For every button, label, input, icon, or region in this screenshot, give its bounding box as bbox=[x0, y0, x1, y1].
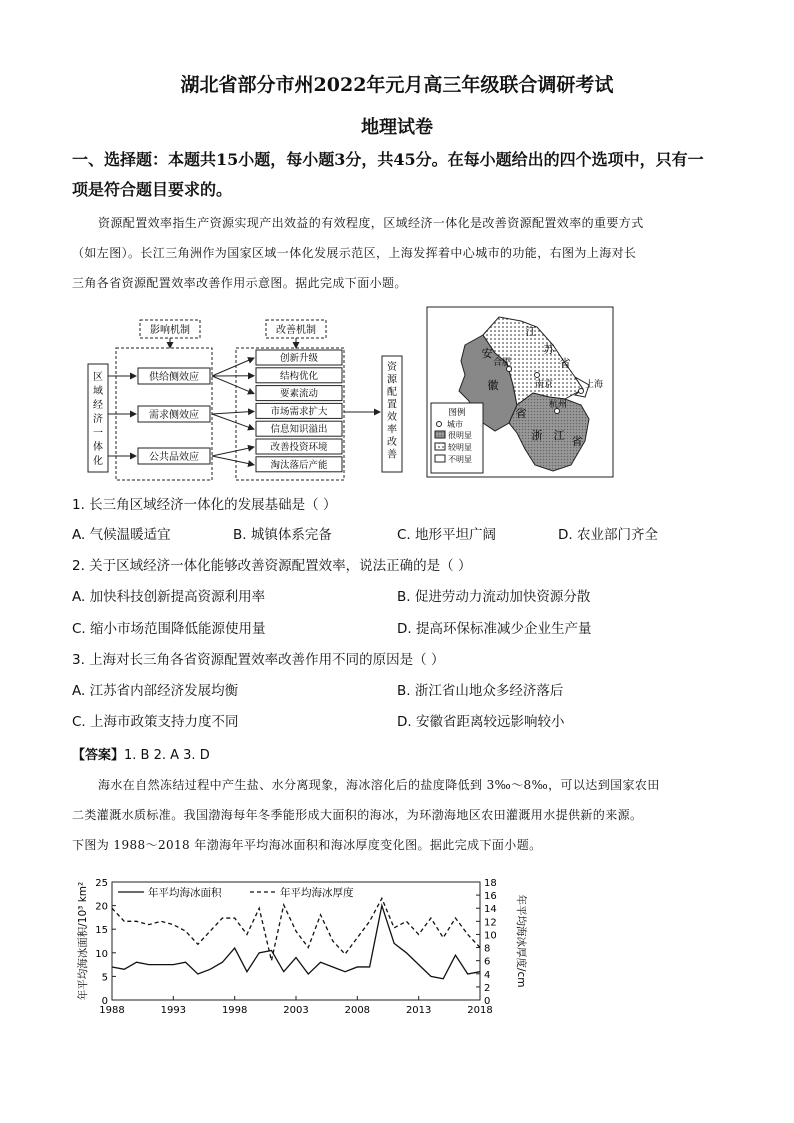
section-heading bbox=[72, 145, 732, 205]
x-tick-label: 2008 bbox=[344, 1005, 371, 1016]
province-char: 省 bbox=[559, 357, 571, 370]
city-label: 南京 bbox=[535, 380, 554, 390]
passage-1-line1: 资源配置效率指生产资源实现产出效益的有效程度，区域经济一体化是改善资源配置效率的重要方式 bbox=[98, 216, 644, 230]
passage-1 bbox=[72, 208, 724, 298]
answer-line bbox=[72, 744, 210, 763]
legend-fairly: 较明显 bbox=[448, 443, 472, 452]
left-label: 区域经济一体化 bbox=[93, 372, 103, 467]
province-char: 浙 bbox=[531, 429, 543, 442]
q3-option-a[interactable]: A. 江苏省内部经济发展均衡 bbox=[72, 683, 239, 699]
series-line-1 bbox=[112, 906, 480, 979]
mechanism-label: 信息知识溢出 bbox=[270, 424, 328, 436]
y-right-tick-label: 18 bbox=[484, 878, 497, 889]
mechanism-label: 市场需求扩大 bbox=[270, 406, 328, 418]
legend-label: 年平均海冰厚度 bbox=[280, 887, 354, 899]
q2-option-d[interactable]: D. 提高环保标准减少企业生产量 bbox=[397, 621, 592, 637]
y-right-label: 年平均海冰厚度/cm bbox=[515, 894, 527, 988]
province-char: 省 bbox=[515, 407, 527, 420]
q1-option-c[interactable]: C. 地形平坦广阔 bbox=[397, 527, 497, 543]
effect-label: 供给侧效应 bbox=[149, 372, 199, 383]
y-left-tick-label: 5 bbox=[101, 972, 108, 984]
y-right-tick-label: 4 bbox=[484, 969, 491, 981]
section-heading-line2: 项是符合题目要求的。 bbox=[72, 180, 233, 199]
province-char: 苏 bbox=[543, 343, 555, 356]
y-left-label: 年平均海冰面积/10³ km² bbox=[77, 881, 89, 1001]
answer-text: 1. B 2. A 3. D bbox=[124, 748, 210, 763]
passage-2-line2: 二类灌溉水质标准。我国渤海每年冬季能形成大面积的海冰，为环渤海地区农田灌溉用水提供新的来源。 bbox=[72, 808, 643, 822]
q2-stem: 2. 关于区域经济一体化能够改善资源配置效率，说法正确的是（ ） bbox=[72, 558, 472, 574]
sea-ice-chart bbox=[72, 872, 532, 1020]
passage-2 bbox=[72, 770, 724, 860]
mechanisms-group bbox=[212, 350, 342, 472]
q1-stem: 1. 长三角区域经济一体化的发展基础是（ ） bbox=[72, 497, 337, 513]
y-left-tick-label: 0 bbox=[101, 996, 108, 1007]
city-label: 杭州 bbox=[549, 400, 568, 410]
mechanism-diagram bbox=[86, 312, 416, 484]
section-heading-line1: 一、选择题：本题共15小题，每小题3分，共45分。在每小题给出的四个选项中，只有一 bbox=[72, 150, 704, 169]
y-right-tick-label: 8 bbox=[484, 943, 491, 955]
series-line-2 bbox=[112, 898, 480, 960]
y-left-tick-label: 10 bbox=[95, 948, 108, 960]
city-marker bbox=[535, 373, 540, 378]
q2-option-c[interactable]: C. 缩小市场范围降低能源使用量 bbox=[72, 621, 266, 637]
mechanism-label: 结构优化 bbox=[279, 370, 319, 382]
improve-title: 改善机制 bbox=[276, 325, 316, 336]
y-left-tick-label: 25 bbox=[95, 878, 108, 889]
q1-option-b[interactable]: B. 城镇体系完备 bbox=[233, 527, 332, 543]
mechanism-label: 改善投资环境 bbox=[270, 442, 328, 453]
q3-option-c[interactable]: C. 上海市政策支持力度不同 bbox=[72, 714, 239, 730]
city-label: 上海 bbox=[585, 380, 604, 390]
province-char: 江 bbox=[553, 429, 565, 442]
q3-stem: 3. 上海对长三角各省资源配置效率改善作用不同的原因是（ ） bbox=[72, 652, 445, 668]
mechanism-label: 创新升级 bbox=[279, 353, 319, 364]
q3-option-d[interactable]: D. 安徽省距离较远影响较小 bbox=[397, 714, 565, 730]
y-right-tick-label: 10 bbox=[484, 930, 497, 942]
province-char: 徽 bbox=[487, 379, 499, 392]
legend-very: 很明显 bbox=[448, 431, 472, 440]
y-right-tick-label: 16 bbox=[484, 891, 497, 903]
province-char: 省 bbox=[571, 435, 583, 448]
influence-title: 影响机制 bbox=[150, 325, 190, 336]
yangtze-delta-map bbox=[425, 305, 615, 479]
plot-frame bbox=[112, 882, 480, 1000]
x-tick-label: 1993 bbox=[160, 1005, 187, 1016]
passage-1-line2: （如左图）。长江三角洲作为国家区域一体化发展示范区，上海发挥着中心城市的功能，右图为上海对长 bbox=[72, 246, 637, 260]
legend-city: 城市 bbox=[447, 420, 463, 429]
province-char: 江 bbox=[525, 325, 537, 338]
y-right-tick-label: 12 bbox=[484, 917, 497, 929]
city-label: 合肥 bbox=[493, 358, 512, 368]
answer-label: 【答案】 bbox=[72, 748, 125, 763]
y-left-tick-label: 15 bbox=[95, 925, 108, 937]
effect-label: 公共品效应 bbox=[149, 452, 199, 463]
q1-option-d[interactable]: D. 农业部门齐全 bbox=[558, 527, 658, 543]
effect-label: 需求侧效应 bbox=[149, 410, 199, 421]
q2-option-b[interactable]: B. 促进劳动力流动加快资源分散 bbox=[397, 589, 591, 605]
q2-option-a[interactable]: A. 加快科技创新提高资源利用率 bbox=[72, 589, 266, 605]
legend-title: 图例 bbox=[448, 408, 466, 418]
x-tick-label: 1998 bbox=[221, 1005, 248, 1016]
x-tick-label: 2018 bbox=[467, 1005, 493, 1016]
y-right-tick-label: 2 bbox=[484, 982, 491, 994]
y-right-tick-label: 14 bbox=[484, 904, 497, 916]
paper-subtitle: 地理试卷 bbox=[361, 117, 433, 138]
x-tick-label: 1988 bbox=[99, 1005, 125, 1016]
effects-group bbox=[108, 368, 210, 464]
y-right-tick-label: 0 bbox=[484, 996, 491, 1007]
x-tick-label: 2013 bbox=[405, 1005, 432, 1016]
q3-option-b[interactable]: B. 浙江省山地众多经济落后 bbox=[397, 683, 564, 699]
passage-1-line3: 三角各省资源配置效率改善作用示意图。据此完成下面小题。 bbox=[72, 276, 407, 290]
legend-not: 不明显 bbox=[448, 455, 472, 464]
x-tick-label: 2003 bbox=[283, 1005, 309, 1016]
province-char: 安 bbox=[481, 347, 493, 360]
q1-option-a[interactable]: A. 气候温暖适宜 bbox=[72, 527, 171, 543]
exam-title: 湖北省部分市州2022年元月高三年级联合调研考试 bbox=[180, 74, 614, 96]
legend-label: 年平均海冰面积 bbox=[148, 887, 222, 899]
passage-2-line1: 海水在自然冻结过程中产生盐、水分离现象，海冰溶化后的盐度降低到 3‰～8‰，可以达到国家农田 bbox=[98, 778, 660, 792]
y-right-tick-label: 6 bbox=[484, 956, 491, 968]
mechanism-label: 要素流动 bbox=[279, 388, 319, 400]
passage-2-line3: 下图为 1988～2018 年渤海年平均海冰面积和海冰厚度变化图。据此完成下面小题。 bbox=[72, 838, 542, 852]
y-left-tick-label: 20 bbox=[95, 901, 108, 913]
city-marker bbox=[579, 389, 584, 394]
right-label: 资源配置效率改善 bbox=[387, 362, 397, 461]
mechanism-label: 淘汰落后产能 bbox=[270, 459, 328, 471]
